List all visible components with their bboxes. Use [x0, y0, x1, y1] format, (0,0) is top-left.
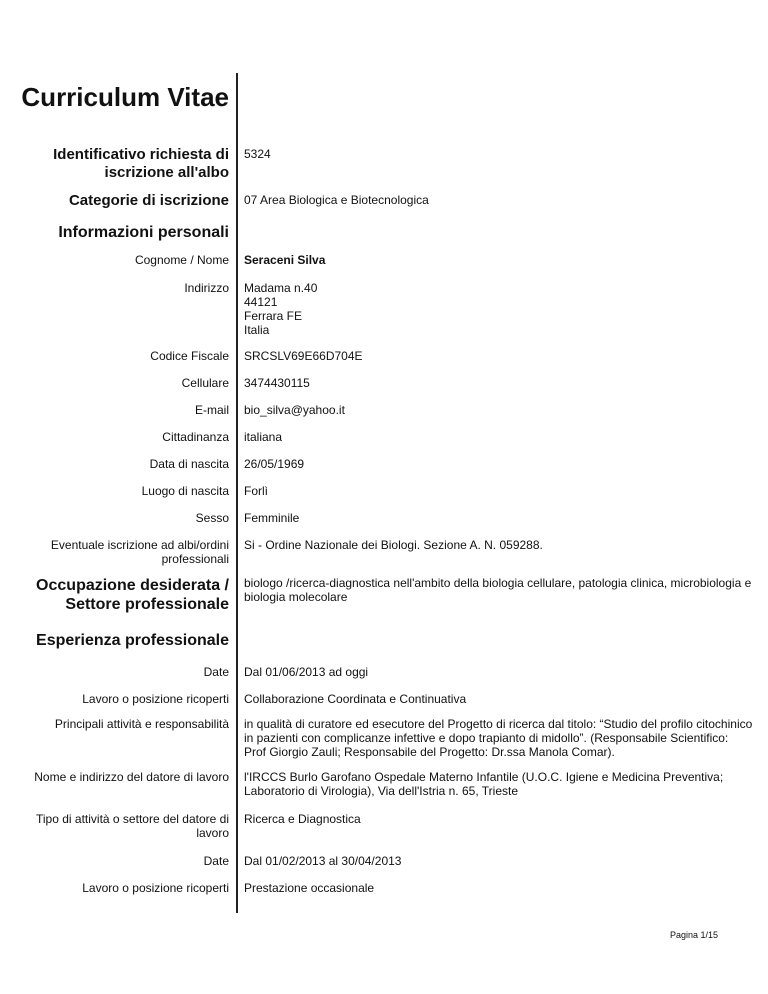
label-attivita-1: Principali attività e responsabilità [54, 717, 229, 731]
value-indirizzo: Madama n.40 44121 Ferrara FE Italia [244, 281, 318, 337]
value-cellulare: 3474430115 [244, 376, 310, 390]
value-luogo-nascita: Forlì [244, 484, 268, 498]
value-occupazione: biologo /ricerca-diagnostica nell'ambito della biologia cellulare, patologia clinica, microbiologia e biologia molecolare [244, 576, 752, 604]
label-cognome-nome: Cognome / Nome [134, 253, 229, 267]
label-data-nascita: Data di nascita [149, 457, 229, 471]
label-datore-1: Nome e indirizzo del datore di lavoro [34, 770, 229, 784]
label-indirizzo: Indirizzo [184, 281, 229, 295]
label-codice-fiscale: Codice Fiscale [150, 349, 229, 363]
label-lavoro-1: Lavoro o posizione ricoperti [82, 692, 229, 706]
value-identificativo: 5324 [244, 147, 271, 161]
value-cittadinanza: italiana [244, 430, 283, 444]
value-email: bio_silva@yahoo.it [244, 403, 345, 417]
label-identificativo: Identificativo richiesta di iscrizione all'albo [53, 146, 229, 181]
value-data-nascita: 26/05/1969 [244, 457, 305, 471]
label-lavoro-2: Lavoro o posizione ricoperti [82, 881, 229, 895]
section-title-experience: Esperienza professionale [36, 632, 229, 649]
label-cellulare: Cellulare [181, 376, 229, 390]
value-datore-1: l'IRCCS Burlo Garofano Ospedale Materno Infantile (U.O.C. Igiene e Medicina Preventiva; Laboratorio di Virologia), Via dell'Istria n. 65, Trieste [244, 770, 724, 798]
page-title: Curriculum Vitae [21, 82, 229, 112]
label-cittadinanza: Cittadinanza [162, 430, 229, 444]
value-date-2: Dal 01/02/2013 al 30/04/2013 [244, 854, 402, 868]
value-lavoro-1: Collaborazione Coordinata e Continuativa [244, 692, 467, 706]
label-categorie: Categorie di iscrizione [68, 192, 229, 209]
value-sesso: Femminile [244, 511, 300, 525]
label-albi: Eventuale iscrizione ad albi/ordini professionali [50, 538, 229, 566]
label-email: E-mail [194, 403, 229, 417]
label-occupazione: Occupazione desiderata / Settore professionale [36, 577, 229, 613]
label-luogo-nascita: Luogo di nascita [141, 484, 229, 498]
value-codice-fiscale: SRCSLV69E66D704E [244, 349, 363, 363]
page-number: Pagina 1/15 [669, 930, 718, 940]
vertical-divider [236, 73, 238, 913]
section-title-personal: Informazioni personali [58, 224, 229, 241]
value-albi: Si - Ordine Nazionale dei Biologi. Sezione A. N. 059288. [244, 538, 543, 552]
label-date-2: Date [203, 854, 229, 868]
label-sesso: Sesso [195, 511, 229, 525]
value-tipo-1: Ricerca e Diagnostica [244, 812, 361, 826]
label-date-1: Date [203, 665, 229, 679]
value-lavoro-2: Prestazione occasionale [244, 881, 375, 895]
value-cognome-nome: Seraceni Silva [244, 253, 326, 267]
value-attivita-1: in qualità di curatore ed esecutore del Progetto di ricerca dal titolo: “Studio del profilo citochinico in pazienti con complicanze infettive e dopo trapianto di midollo”. (Responsabile Scientifico: Prof Giorgio Zauli; Responsabile del Progetto: Dr.ssa Manola Comar). [244, 717, 753, 759]
value-date-1: Dal 01/06/2013 ad oggi [244, 665, 369, 679]
label-tipo-1: Tipo di attività o settore del datore di lavoro [36, 812, 229, 840]
value-categorie: 07 Area Biologica e Biotecnologica [244, 193, 429, 207]
